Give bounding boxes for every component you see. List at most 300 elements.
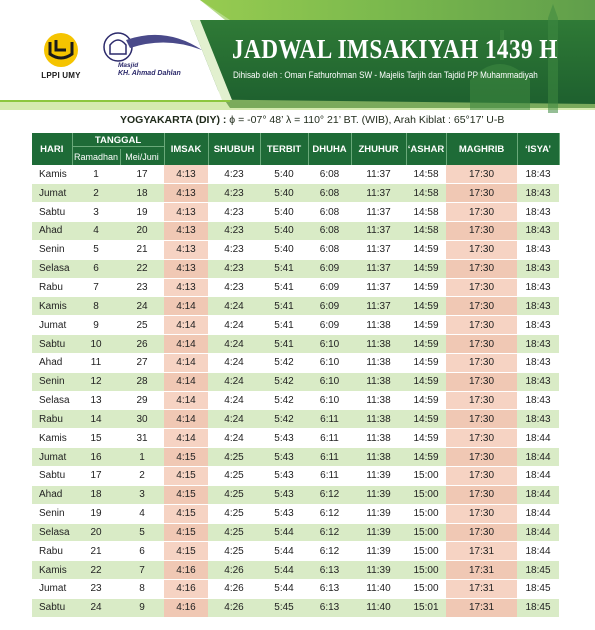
cell-dhuha: 6:09 [308,316,351,335]
cell-ramadhan: 11 [72,353,120,372]
cell-imsak: 4:14 [164,410,208,429]
cell-dhuha: 6:10 [308,353,351,372]
cell-ashar: 14:59 [406,316,446,335]
cell-ramadhan: 5 [72,240,120,259]
cell-ramadhan: 15 [72,429,120,448]
table-row [32,523,559,542]
cell-terbit: 5:41 [260,297,308,316]
cell-isya: 18:44 [517,467,559,486]
cell-imsak: 4:16 [164,598,208,617]
cell-hari: Selasa [32,523,72,542]
cell-hari: Kamis [32,165,72,184]
page-subtitle: Dihisab oleh : Oman Fathurohman SW - Majelis Tarjih dan Tajdid PP Muhammadiyah [233,70,538,80]
cell-hari: Sabtu [32,203,72,222]
cell-terbit: 5:44 [260,580,308,599]
cell-shubuh: 4:26 [208,561,260,580]
cell-ashar: 14:59 [406,297,446,316]
table-row [32,391,559,410]
cell-ramadhan: 24 [72,598,120,617]
cell-shubuh: 4:24 [208,316,260,335]
table-row [32,561,559,580]
cell-imsak: 4:13 [164,165,208,184]
cell-terbit: 5:40 [260,240,308,259]
cell-terbit: 5:45 [260,598,308,617]
table-row [32,184,559,203]
cell-hari: Rabu [32,410,72,429]
table-row [32,259,559,278]
cell-maghrib: 17:30 [446,222,517,241]
cell-ashar: 14:58 [406,165,446,184]
cell-dhuha: 6:12 [308,504,351,523]
table-row [32,278,559,297]
cell-tanggal-masehi: 8 [120,580,164,599]
table-row [32,297,559,316]
cell-ramadhan: 6 [72,259,120,278]
cell-maghrib: 17:30 [446,391,517,410]
cell-tanggal-masehi: 30 [120,410,164,429]
cell-dhuha: 6:09 [308,297,351,316]
cell-terbit: 5:44 [260,523,308,542]
cell-hari: Rabu [32,278,72,297]
table-row [32,372,559,391]
cell-ashar: 14:59 [406,429,446,448]
cell-shubuh: 4:25 [208,504,260,523]
cell-imsak: 4:16 [164,561,208,580]
table-row [32,448,559,467]
cell-shubuh: 4:25 [208,448,260,467]
schedule-body [32,165,559,617]
cell-shubuh: 4:23 [208,278,260,297]
cell-isya: 18:43 [517,222,559,241]
cell-isya: 18:43 [517,353,559,372]
cell-zhuhur: 11:39 [351,504,406,523]
cell-isya: 18:44 [517,542,559,561]
cell-imsak: 4:14 [164,335,208,354]
cell-shubuh: 4:23 [208,165,260,184]
cell-ramadhan: 10 [72,335,120,354]
cell-tanggal-masehi: 22 [120,259,164,278]
cell-maghrib: 17:31 [446,598,517,617]
cell-maghrib: 17:30 [446,297,517,316]
cell-hari: Kamis [32,297,72,316]
table-row [32,580,559,599]
cell-shubuh: 4:24 [208,335,260,354]
cell-isya: 18:45 [517,598,559,617]
cell-ramadhan: 17 [72,467,120,486]
cell-zhuhur: 11:40 [351,580,406,599]
cell-ramadhan: 16 [72,448,120,467]
cell-tanggal-masehi: 9 [120,598,164,617]
cell-dhuha: 6:08 [308,203,351,222]
cell-zhuhur: 11:40 [351,598,406,617]
cell-isya: 18:45 [517,580,559,599]
cell-terbit: 5:43 [260,467,308,486]
cell-maghrib: 17:30 [446,165,517,184]
cell-tanggal-masehi: 23 [120,278,164,297]
cell-ashar: 15:00 [406,523,446,542]
cell-imsak: 4:15 [164,448,208,467]
cell-tanggal-masehi: 20 [120,222,164,241]
cell-zhuhur: 11:39 [351,485,406,504]
cell-maghrib: 17:30 [446,448,517,467]
cell-dhuha: 6:08 [308,184,351,203]
cell-maghrib: 17:30 [446,523,517,542]
cell-tanggal-masehi: 28 [120,372,164,391]
cell-ashar: 15:00 [406,542,446,561]
masjid-logo [96,30,206,84]
cell-hari: Selasa [32,391,72,410]
cell-hari: Jumat [32,316,72,335]
cell-ashar: 14:59 [406,259,446,278]
cell-shubuh: 4:24 [208,410,260,429]
cell-dhuha: 6:08 [308,222,351,241]
table-row [32,165,559,184]
cell-ashar: 14:58 [406,203,446,222]
cell-ashar: 14:59 [406,353,446,372]
cell-dhuha: 6:13 [308,580,351,599]
cell-tanggal-masehi: 25 [120,316,164,335]
cell-zhuhur: 11:38 [351,448,406,467]
cell-isya: 18:43 [517,203,559,222]
cell-maghrib: 17:30 [446,372,517,391]
cell-ramadhan: 12 [72,372,120,391]
cell-hari: Jumat [32,580,72,599]
cell-imsak: 4:15 [164,542,208,561]
cell-shubuh: 4:25 [208,485,260,504]
cell-ramadhan: 20 [72,523,120,542]
cell-ramadhan: 8 [72,297,120,316]
header-ashar: ‘ASHAR [406,133,446,165]
cell-isya: 18:43 [517,259,559,278]
cell-hari: Sabtu [32,467,72,486]
masjid-logo-line2: KH. Ahmad Dahlan [118,70,181,77]
cell-zhuhur: 11:37 [351,203,406,222]
cell-zhuhur: 11:38 [351,429,406,448]
cell-terbit: 5:43 [260,448,308,467]
cell-shubuh: 4:23 [208,240,260,259]
cell-shubuh: 4:25 [208,523,260,542]
cell-hari: Jumat [32,448,72,467]
cell-dhuha: 6:08 [308,165,351,184]
cell-ashar: 15:01 [406,598,446,617]
header-zhuhur: ZHUHUR [351,133,406,165]
cell-isya: 18:43 [517,372,559,391]
header-dhuha: DHUHA [308,133,351,165]
cell-shubuh: 4:24 [208,429,260,448]
cell-maghrib: 17:30 [446,259,517,278]
cell-isya: 18:44 [517,523,559,542]
cell-zhuhur: 11:39 [351,542,406,561]
cell-tanggal-masehi: 24 [120,297,164,316]
lppi-umy-logo [32,32,90,80]
cell-isya: 18:43 [517,240,559,259]
cell-imsak: 4:13 [164,184,208,203]
cell-terbit: 5:44 [260,542,308,561]
cell-zhuhur: 11:37 [351,240,406,259]
cell-imsak: 4:14 [164,429,208,448]
cell-terbit: 5:41 [260,316,308,335]
cell-tanggal-masehi: 29 [120,391,164,410]
cell-ramadhan: 1 [72,165,120,184]
cell-imsak: 4:14 [164,372,208,391]
table-row [32,429,559,448]
cell-shubuh: 4:23 [208,222,260,241]
table-row [32,353,559,372]
cell-ramadhan: 14 [72,410,120,429]
cell-hari: Ahad [32,485,72,504]
cell-isya: 18:44 [517,504,559,523]
table-row [32,542,559,561]
cell-ramadhan: 4 [72,222,120,241]
cell-imsak: 4:13 [164,203,208,222]
cell-terbit: 5:40 [260,203,308,222]
cell-hari: Senin [32,372,72,391]
cell-ramadhan: 19 [72,504,120,523]
table-row [32,240,559,259]
cell-shubuh: 4:24 [208,391,260,410]
cell-zhuhur: 11:38 [351,353,406,372]
cell-ashar: 14:58 [406,184,446,203]
cell-shubuh: 4:24 [208,372,260,391]
cell-terbit: 5:40 [260,165,308,184]
cell-imsak: 4:15 [164,485,208,504]
cell-hari: Jumat [32,184,72,203]
cell-ramadhan: 13 [72,391,120,410]
cell-terbit: 5:44 [260,561,308,580]
cell-maghrib: 17:30 [446,504,517,523]
cell-terbit: 5:43 [260,504,308,523]
cell-ramadhan: 9 [72,316,120,335]
cell-maghrib: 17:30 [446,278,517,297]
table-row [32,485,559,504]
cell-ramadhan: 21 [72,542,120,561]
cell-tanggal-masehi: 4 [120,504,164,523]
cell-ashar: 14:59 [406,278,446,297]
cell-ashar: 14:59 [406,391,446,410]
lppi-emblem-icon [32,32,90,72]
cell-hari: Rabu [32,542,72,561]
cell-ramadhan: 7 [72,278,120,297]
header-banner [0,0,595,130]
cell-tanggal-masehi: 6 [120,542,164,561]
table-row [32,316,559,335]
logo-area [22,26,202,88]
header-shubuh: SHUBUH [208,133,260,165]
header-ramadhan: Ramadhan [72,149,120,165]
cell-ramadhan: 23 [72,580,120,599]
page-title: JADWAL IMSAKIYAH 1439 H [232,34,558,64]
cell-hari: Senin [32,504,72,523]
cell-ashar: 14:59 [406,240,446,259]
table-row [32,222,559,241]
cell-terbit: 5:43 [260,429,308,448]
cell-tanggal-masehi: 7 [120,561,164,580]
schedule-table [32,133,560,618]
cell-shubuh: 4:23 [208,203,260,222]
cell-dhuha: 6:10 [308,372,351,391]
cell-isya: 18:43 [517,184,559,203]
cell-isya: 18:44 [517,429,559,448]
cell-tanggal-masehi: 2 [120,467,164,486]
cell-tanggal-masehi: 1 [120,448,164,467]
cell-maghrib: 17:30 [446,410,517,429]
cell-terbit: 5:41 [260,278,308,297]
cell-imsak: 4:15 [164,467,208,486]
cell-terbit: 5:40 [260,184,308,203]
cell-hari: Ahad [32,353,72,372]
cell-tanggal-masehi: 18 [120,184,164,203]
cell-maghrib: 17:31 [446,580,517,599]
cell-shubuh: 4:25 [208,467,260,486]
cell-shubuh: 4:25 [208,542,260,561]
table-row [32,335,559,354]
cell-dhuha: 6:12 [308,485,351,504]
cell-imsak: 4:16 [164,580,208,599]
cell-dhuha: 6:11 [308,467,351,486]
cell-ashar: 15:00 [406,485,446,504]
cell-tanggal-masehi: 3 [120,485,164,504]
cell-ashar: 14:59 [406,448,446,467]
header-mei-juni: Mei/Juni [120,149,164,165]
cell-zhuhur: 11:39 [351,561,406,580]
cell-maghrib: 17:30 [446,353,517,372]
cell-zhuhur: 11:37 [351,297,406,316]
cell-zhuhur: 11:38 [351,372,406,391]
cell-imsak: 4:14 [164,297,208,316]
cell-maghrib: 17:30 [446,485,517,504]
cell-imsak: 4:13 [164,240,208,259]
cell-terbit: 5:42 [260,353,308,372]
cell-shubuh: 4:23 [208,184,260,203]
cell-imsak: 4:15 [164,523,208,542]
cell-hari: Sabtu [32,335,72,354]
cell-terbit: 5:42 [260,391,308,410]
lppi-logo-text: LPPI UMY [41,71,81,80]
cell-zhuhur: 11:37 [351,165,406,184]
header-terbit: TERBIT [260,133,308,165]
location-detail: ϕ = -07° 48’ λ = 110° 21’ BT. (WIB), Arah Kiblat : 65°17’ U-B [229,114,505,126]
cell-imsak: 4:13 [164,222,208,241]
cell-dhuha: 6:11 [308,429,351,448]
cell-hari: Kamis [32,429,72,448]
cell-dhuha: 6:12 [308,542,351,561]
cell-hari: Senin [32,240,72,259]
cell-ashar: 14:59 [406,372,446,391]
cell-tanggal-masehi: 21 [120,240,164,259]
cell-zhuhur: 11:38 [351,410,406,429]
cell-isya: 18:43 [517,335,559,354]
cell-tanggal-masehi: 27 [120,353,164,372]
cell-isya: 18:44 [517,485,559,504]
cell-terbit: 5:42 [260,410,308,429]
cell-shubuh: 4:26 [208,580,260,599]
table-row [32,504,559,523]
cell-isya: 18:43 [517,278,559,297]
cell-dhuha: 6:11 [308,448,351,467]
cell-dhuha: 6:10 [308,391,351,410]
header-hari: HARI [32,133,72,165]
location-line [120,114,504,126]
cell-zhuhur: 11:37 [351,259,406,278]
cell-ashar: 15:00 [406,467,446,486]
cell-tanggal-masehi: 31 [120,429,164,448]
cell-ramadhan: 3 [72,203,120,222]
cell-zhuhur: 11:37 [351,278,406,297]
header-maghrib: MAGHRIB [446,133,517,165]
cell-isya: 18:44 [517,448,559,467]
cell-zhuhur: 11:38 [351,335,406,354]
cell-maghrib: 17:30 [446,184,517,203]
cell-imsak: 4:13 [164,259,208,278]
cell-terbit: 5:41 [260,335,308,354]
cell-maghrib: 17:30 [446,429,517,448]
cell-maghrib: 17:30 [446,335,517,354]
table-row [32,598,559,617]
cell-zhuhur: 11:39 [351,467,406,486]
cell-maghrib: 17:31 [446,561,517,580]
cell-isya: 18:45 [517,561,559,580]
cell-tanggal-masehi: 5 [120,523,164,542]
cell-terbit: 5:40 [260,222,308,241]
table-row [32,467,559,486]
cell-terbit: 5:42 [260,372,308,391]
cell-dhuha: 6:11 [308,410,351,429]
cell-zhuhur: 11:37 [351,184,406,203]
cell-hari: Kamis [32,561,72,580]
cell-zhuhur: 11:38 [351,316,406,335]
cell-maghrib: 17:30 [446,316,517,335]
masjid-logo-line1: Masjid [118,62,139,69]
location-label: YOGYAKARTA (DIY) : [120,114,227,126]
cell-isya: 18:43 [517,410,559,429]
cell-dhuha: 6:12 [308,523,351,542]
cell-tanggal-masehi: 26 [120,335,164,354]
cell-tanggal-masehi: 17 [120,165,164,184]
cell-hari: Sabtu [32,598,72,617]
cell-ashar: 14:59 [406,335,446,354]
cell-maghrib: 17:31 [446,542,517,561]
table-row [32,203,559,222]
cell-terbit: 5:43 [260,485,308,504]
cell-isya: 18:43 [517,316,559,335]
header-tanggal: TANGGAL [72,133,164,149]
cell-shubuh: 4:24 [208,353,260,372]
header-isya: ‘ISYA’ [517,133,559,165]
cell-ramadhan: 22 [72,561,120,580]
cell-imsak: 4:13 [164,278,208,297]
cell-ashar: 15:00 [406,561,446,580]
cell-ramadhan: 2 [72,184,120,203]
cell-shubuh: 4:24 [208,297,260,316]
cell-dhuha: 6:09 [308,259,351,278]
cell-terbit: 5:41 [260,259,308,278]
cell-imsak: 4:14 [164,353,208,372]
cell-isya: 18:43 [517,297,559,316]
cell-dhuha: 6:13 [308,561,351,580]
cell-zhuhur: 11:37 [351,222,406,241]
cell-maghrib: 17:30 [446,467,517,486]
cell-ashar: 15:00 [406,504,446,523]
cell-tanggal-masehi: 19 [120,203,164,222]
cell-ramadhan: 18 [72,485,120,504]
header-imsak: IMSAK [164,133,208,165]
cell-dhuha: 6:10 [308,335,351,354]
cell-ashar: 14:59 [406,410,446,429]
cell-imsak: 4:14 [164,391,208,410]
cell-isya: 18:43 [517,165,559,184]
cell-imsak: 4:15 [164,504,208,523]
cell-ashar: 15:00 [406,580,446,599]
